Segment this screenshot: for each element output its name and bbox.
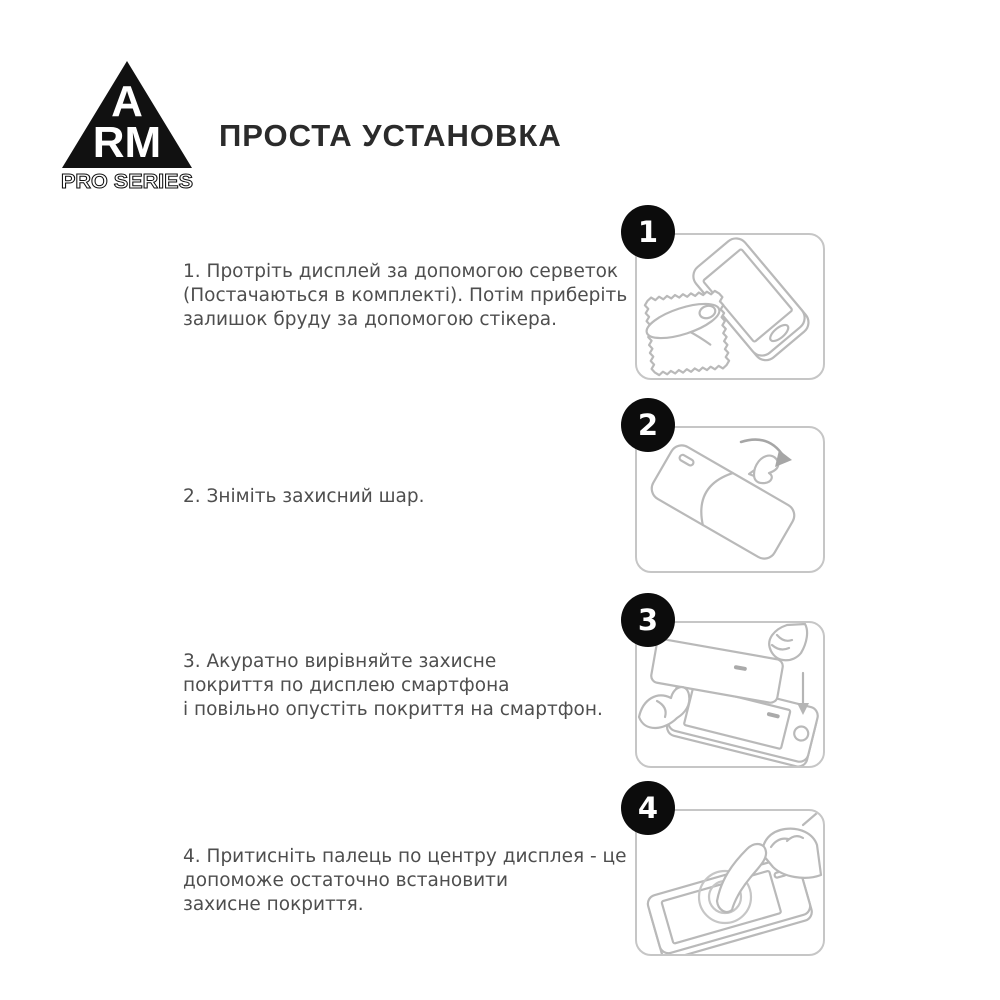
- logo-letter-rm: RM: [92, 118, 162, 167]
- arm-logo-icon: [56, 58, 196, 194]
- step-text-line: залишок бруду за допомогою стікера.: [183, 309, 557, 330]
- wrist-line: [803, 813, 817, 825]
- step-4-figure: [615, 781, 845, 961]
- logo-subtitle: PRO SERIES: [61, 171, 193, 193]
- step-text-line: 3. Акуратно вирівняйте захисне: [183, 651, 497, 672]
- step-text-line: покриття по дисплею смартфона: [183, 675, 510, 696]
- right-hand: [769, 624, 807, 660]
- step-1-figure: [615, 205, 845, 385]
- step-3-number-badge: 3: [621, 593, 675, 647]
- logo-letter-a: A: [111, 77, 143, 126]
- step-text-line: і повільно опустіть покриття на смартфон.: [183, 699, 603, 720]
- align-cover-illustration: [637, 623, 823, 766]
- step-2-frame: [635, 426, 825, 573]
- step-text-line: захисне покриття.: [183, 894, 364, 915]
- step-4-number-badge: 4: [621, 781, 675, 835]
- step-1-text: [183, 260, 627, 332]
- step-3-figure: [615, 593, 845, 773]
- step-3-text: [183, 650, 603, 722]
- step-2-number-badge: 2: [621, 398, 675, 452]
- press-center-illustration: [637, 811, 823, 954]
- step-text-line: (Постачаються в комплекті). Потім приберіть: [183, 285, 628, 306]
- pinching-fingers: [754, 456, 778, 484]
- wipe-display-illustration: [637, 235, 823, 378]
- curved-arrow: [741, 440, 784, 457]
- step-text-line: 1. Протріть дисплей за допомогою серветок: [183, 261, 619, 282]
- step-2-figure: [615, 398, 845, 578]
- step-4-text: [183, 845, 627, 917]
- glass-cover: [650, 638, 784, 704]
- step-3-frame: [635, 621, 825, 768]
- step-1-frame: [635, 233, 825, 380]
- step-4-frame: [635, 809, 825, 956]
- arm-pro-series-logo: [56, 58, 196, 194]
- step-text-line: 4. Притисніть палець по центру дисплея - це: [183, 846, 627, 867]
- peel-layer-illustration: [637, 428, 823, 571]
- step-2-text: [183, 485, 425, 509]
- step-text-line: 2. Зніміть захисний шар.: [183, 486, 425, 507]
- page-title: ПРОСТА УСТАНОВКА: [219, 118, 562, 153]
- step-text-line: допоможе остаточно встановити: [183, 870, 508, 891]
- step-1-number-badge: 1: [621, 205, 675, 259]
- arrowhead: [775, 450, 792, 467]
